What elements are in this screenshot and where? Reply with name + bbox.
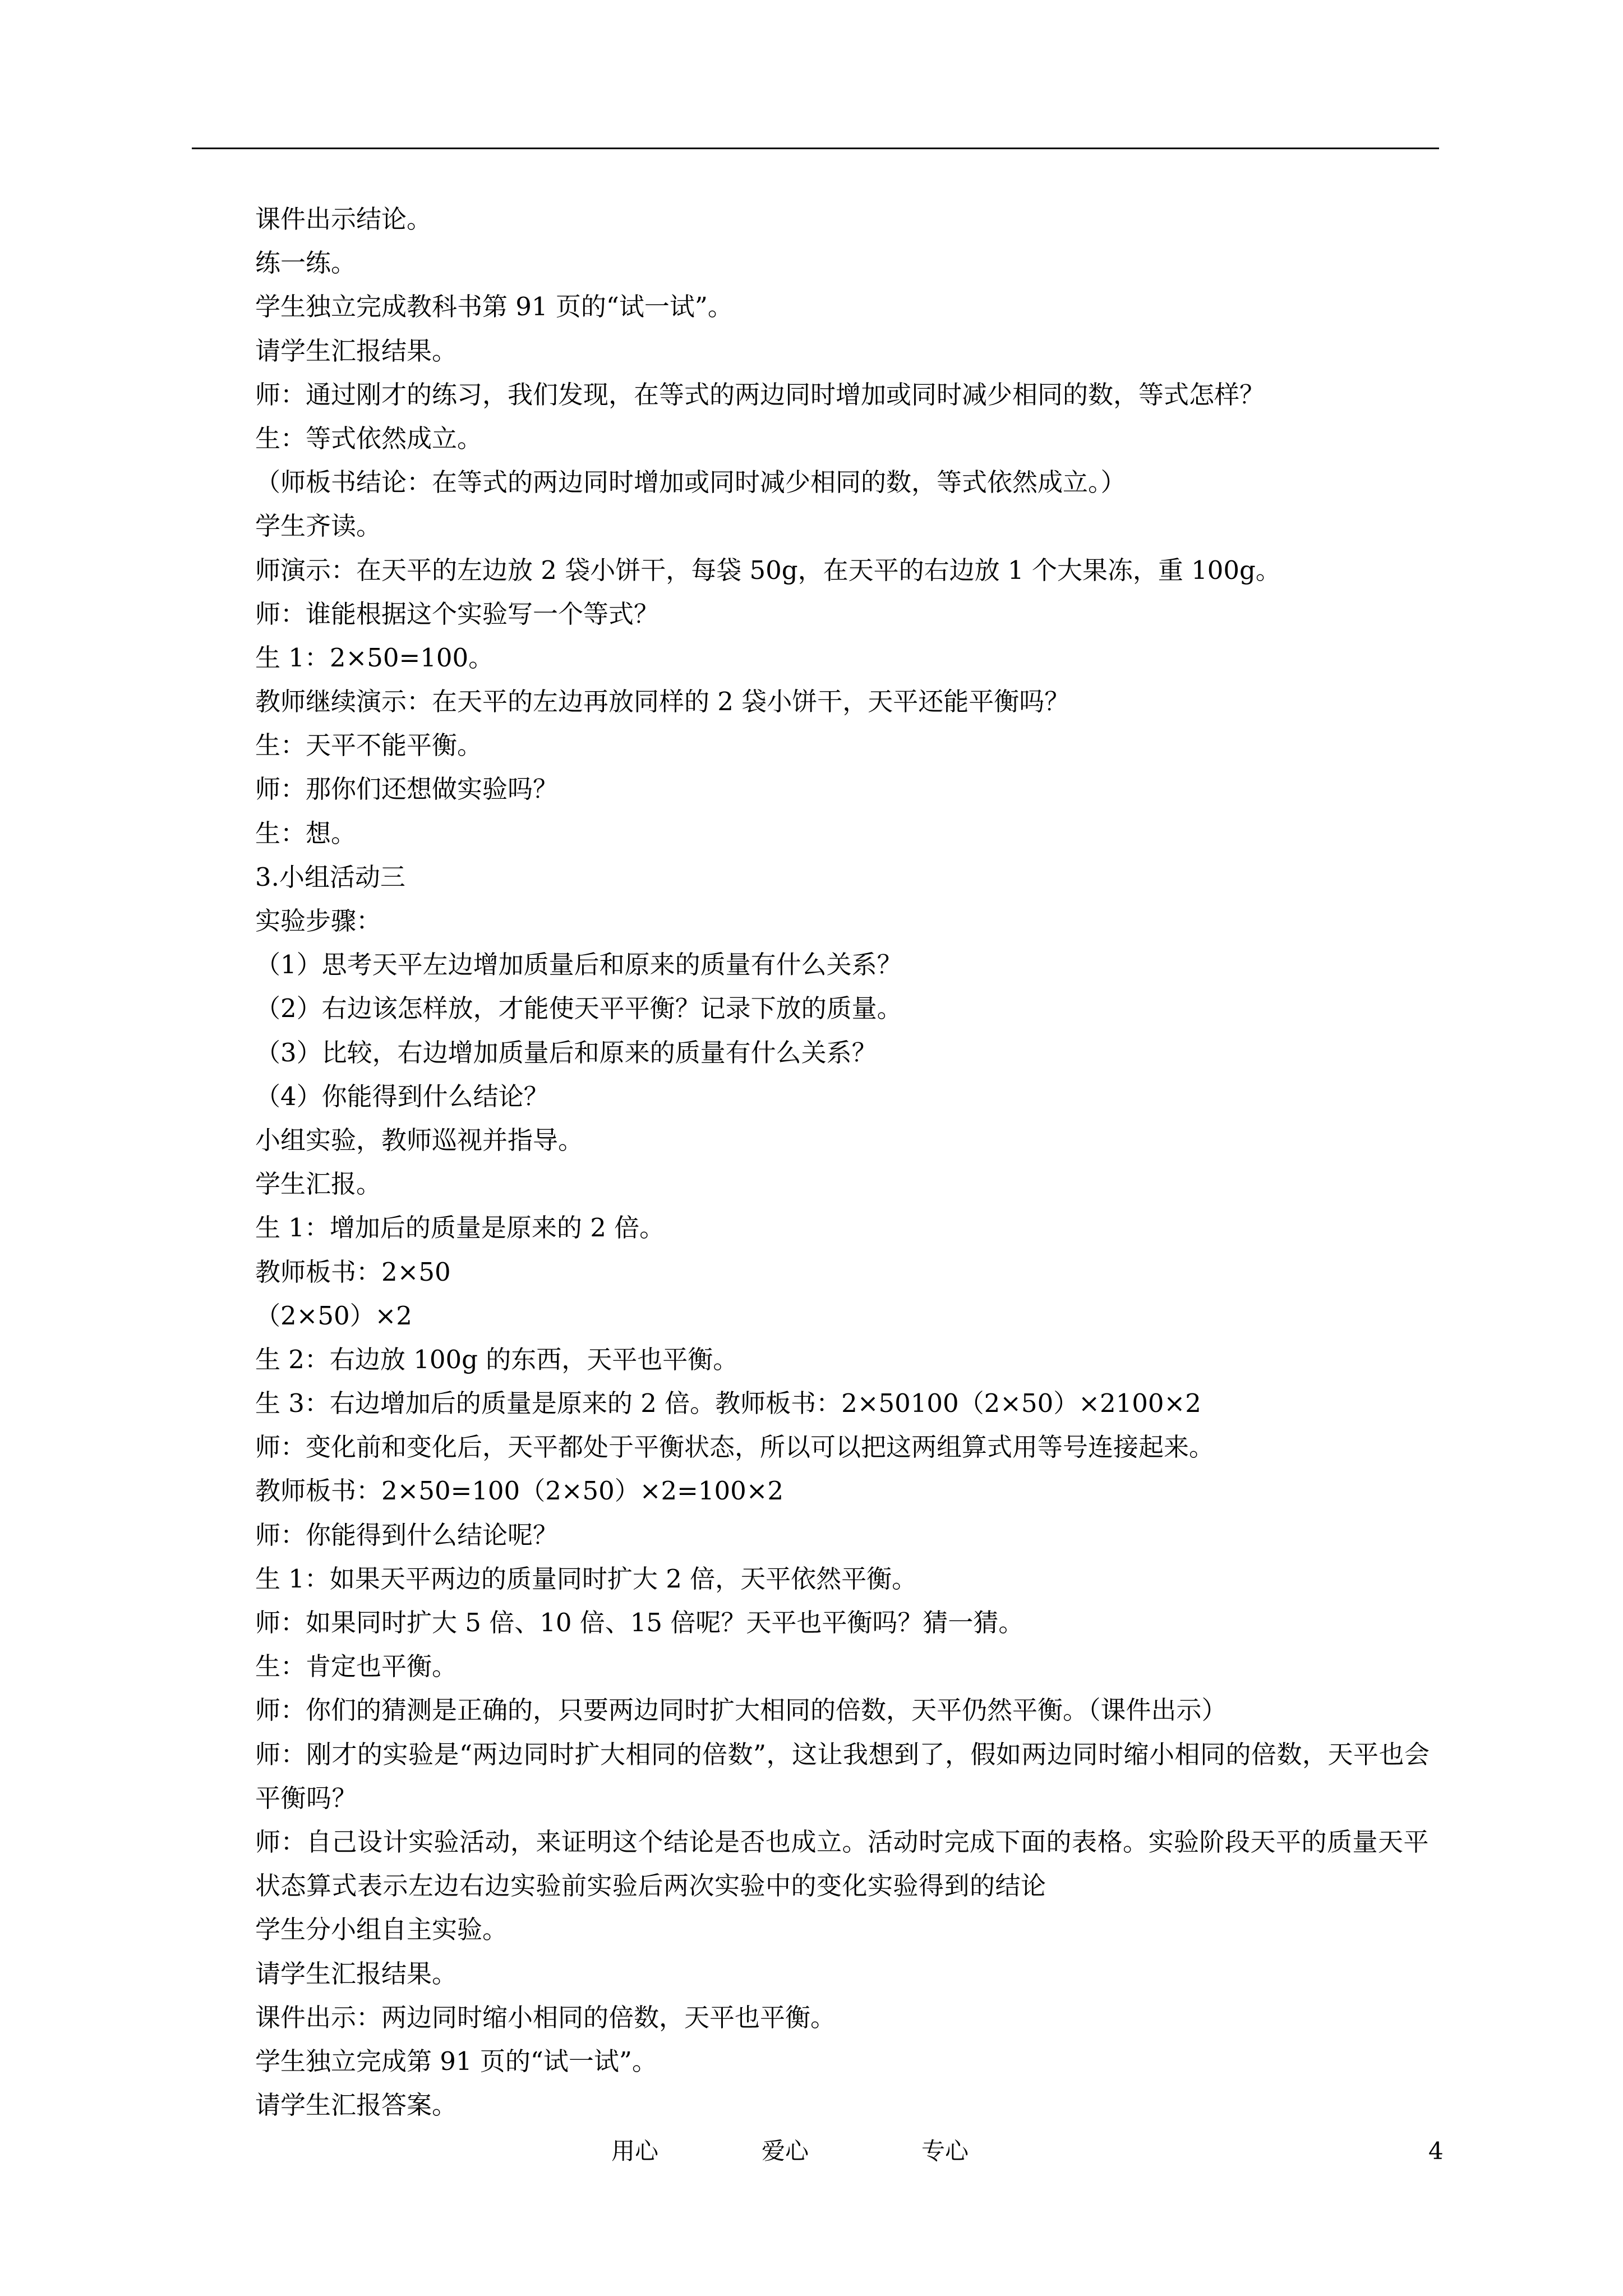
text-line: 师：你能得到什么结论呢？ [255,1520,559,1550]
text-line: 请学生汇报答案。 [255,2090,458,2120]
step-item: （4）你能得到什么结论？ [255,1081,549,1111]
text-line: 生：肯定也平衡。 [255,1651,458,1682]
text-line: 教师板书：2×50=100（2×50）×2=100×2 [255,1476,784,1506]
wrapped-paragraph: 师：刚才的实验是“两边同时扩大相同的倍数”，这让我想到了，假如两边同时缩小相同的倍数，天平也会平衡吗？ [255,1739,1430,1813]
text-line: 请学生汇报结果。 [255,335,458,366]
text-line: 教师继续演示：在天平的左边再放同样的 2 袋小饼干，天平还能平衡吗？ [255,687,1070,717]
text-line: 生 1：如果天平两边的质量同时扩大 2 倍，天平依然平衡。 [255,1563,917,1594]
header-rule [192,148,1439,149]
text-line: 小组实验，教师巡视并指导。 [255,1125,584,1155]
footer-motto-2: 爱心 [762,2137,809,2165]
step-item: （1）思考天平左边增加质量后和原来的质量有什么关系？ [255,950,902,980]
document-body [255,197,1441,2127]
text-line: 生：天平不能平衡。 [255,730,483,761]
text-line: 师演示：在天平的左边放 2 袋小饼干，每袋 50g，在天平的右边放 1 个大果冻，重 100g。 [255,555,1281,585]
text-line: 学生独立完成教科书第 91 页的“试一试”。 [255,292,733,322]
wrapped-paragraph: 师：自己设计实验活动，来证明这个结论是否也成立。活动时完成下面的表格。实验阶段天平的质量天平状态算式表示左边右边实验前实验后两次实验中的变化实验得到的结论 [255,1826,1430,1901]
text-line: （2×50）×2 [255,1300,412,1331]
text-line: 课件出示结论。 [255,204,432,234]
text-line: 学生独立完成第 91 页的“试一试”。 [255,2046,657,2076]
step-item: （2）右边该怎样放，才能使天平平衡？记录下放的质量。 [255,993,902,1024]
text-line: 生 1：增加后的质量是原来的 2 倍。 [255,1213,665,1243]
text-line: （师板书结论：在等式的两边同时增加或同时减少相同的数，等式依然成立。） [255,467,1126,498]
text-line: 师：谁能根据这个实验写一个等式？ [255,599,660,629]
text-line: 生：想。 [255,818,357,848]
text-line: 师：你们的猜测是正确的，只要两边同时扩大相同的倍数，天平仍然平衡。（课件出示） [255,1695,1227,1726]
step-item: （3）比较，右边增加质量后和原来的质量有什么关系？ [255,1037,877,1068]
text-line: 师：变化前和变化后，天平都处于平衡状态，所以可以把这两组算式用等号连接起来。 [255,1432,1215,1462]
text-line: 生 2：右边放 100g 的东西，天平也平衡。 [255,1344,739,1374]
text-line: 实验步骤： [255,906,382,936]
section-heading: 3.小组活动三 [255,862,405,892]
text-line: 生 3：右边增加后的质量是原来的 2 倍。教师板书：2×50100（2×50）×2100×2 [255,1388,1201,1419]
text-line: 学生分小组自主实验。 [255,1915,508,1945]
page-footer [0,2134,1623,2168]
text-line: 学生汇报。 [255,1169,382,1199]
text-line: 师：如果同时扩大 5 倍、10 倍、15 倍呢？天平也平衡吗？猜一猜。 [255,1608,1024,1637]
text-line: 师：通过刚才的练习，我们发现，在等式的两边同时增加或同时减少相同的数，等式怎样？ [255,379,1265,409]
text-line: 生 1：2×50=100。 [255,642,494,673]
text-line: 练一练。 [255,248,357,278]
page-number: 4 [1428,2137,1444,2165]
text-line: 生：等式依然成立。 [255,423,483,453]
text-line: 课件出示：两边同时缩小相同的倍数，天平也平衡。 [255,2002,836,2032]
text-line: 学生齐读。 [255,511,382,541]
text-line: 教师板书：2×50 [255,1257,451,1287]
footer-motto-1: 用心 [611,2137,659,2165]
text-line: 请学生汇报结果。 [255,1958,458,1989]
text-line: 师：那你们还想做实验吗？ [255,774,559,804]
footer-motto-3: 专心 [921,2137,969,2165]
